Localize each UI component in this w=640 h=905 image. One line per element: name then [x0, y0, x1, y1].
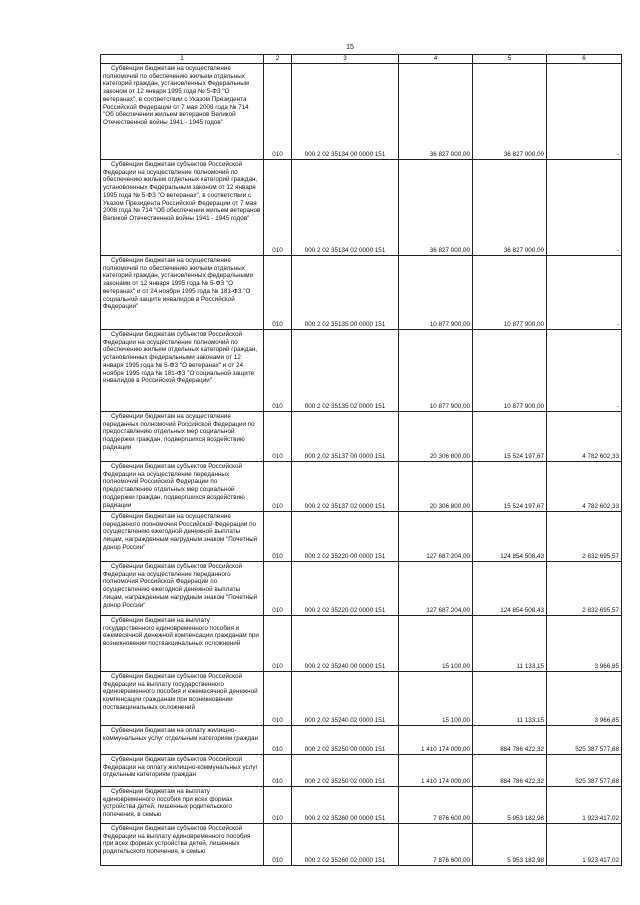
- table-row: [101, 412, 622, 462]
- row-description-text: Субвенции бюджетам на осуществление полномочий по обеспечению жильем отдельных категорий граждан, установленных федеральными законами от 12 января 1995 года № 5-ФЗ "О ветеранах" и от 24 ноября 1995 года № 181-ФЗ "О социальной защите инвалидов в Российской Федерации": [103, 257, 253, 311]
- row-description: [101, 412, 264, 462]
- row-kbk: 000 2 02 35220 02 0000 151: [292, 562, 399, 616]
- row-code: 010: [264, 824, 292, 866]
- row-plan-amount: 20 306 800,00: [399, 462, 473, 512]
- row-description-text: Субвенции бюджетам субъектов Российской Федерации на осуществление полномочий по обеспечению жильем отдельных категорий граждан, установленных федеральными законами от 12 января 1995 года № 5-ФЗ "О ветеранах" и от 24 ноября 1995 года № 181-ФЗ "О социальной защите инвалидов в Российской Федерации": [103, 331, 258, 385]
- row-remaining-amount: 2 832 695,57: [547, 562, 622, 616]
- table-row: [101, 160, 622, 256]
- row-executed-amount: 15 524 197,67: [473, 462, 547, 512]
- row-description-text: Субвенции бюджетам субъектов Российской Федерации на оплату жилищно-коммунальных услуг отдельным категориям граждан: [103, 756, 258, 779]
- table-row: [101, 256, 622, 330]
- row-description: [101, 824, 264, 866]
- row-remaining-amount: 1 923 417,02: [547, 824, 622, 866]
- row-plan-amount: 127 687 204,00: [399, 512, 473, 562]
- row-executed-amount: 124 854 508,43: [473, 562, 547, 616]
- table-row: [101, 462, 622, 512]
- row-description-text: Субвенции бюджетам субъектов Российской Федерации на осуществление переданных полномочий Российской Федерации по предоставлению отдельных мер социальной поддержки граждан, подвергшихся воздействию радиации: [103, 463, 245, 509]
- row-plan-amount: 10 877 900,00: [399, 330, 473, 412]
- row-plan-amount: 127 687 204,00: [399, 562, 473, 616]
- row-remaining-amount: 525 387 577,68: [547, 755, 622, 787]
- column-header: 6: [547, 55, 622, 64]
- table-row: [101, 824, 622, 866]
- row-description-text: Субвенции бюджетам на выплату государственного единовременного пособия и ежемесячной денежной компенсации гражданам при возникновении поствакцинальных осложнений: [103, 617, 259, 648]
- row-executed-amount: 10 877 900,00: [473, 256, 547, 330]
- row-description-text: Субвенции бюджетам субъектов Российской Федерации на выплату единовременного пособия при всех формах устройства детей, лишенных родительского попечения, в семью: [103, 825, 251, 856]
- row-kbk: 000 2 02 35135 00 0000 151: [292, 256, 399, 330]
- row-code: 010: [264, 787, 292, 824]
- row-plan-amount: 20 306 800,00: [399, 412, 473, 462]
- row-plan-amount: 15 100,00: [399, 672, 473, 726]
- table-row: [101, 562, 622, 616]
- row-plan-amount: 15 100,00: [399, 616, 473, 672]
- row-plan-amount: 1 410 174 000,00: [399, 726, 473, 755]
- row-description-text: Субвенции бюджетам субъектов Российской Федерации на осуществление полномочий по обеспечению жильем отдельных категорий граждан, установленных Федеральным законом от 12 января 1995 года № 5-ФЗ "О ветеранах", в соответствии с Указом Президента Российской Федерации от 7 мая 2008 года № 714 "Об обеспечении жильем ветеранов Великой Отечественной войны 1941 - 1945 годов": [103, 161, 261, 222]
- row-code: 010: [264, 160, 292, 256]
- row-remaining-amount: -: [547, 256, 622, 330]
- table-row: [101, 672, 622, 726]
- row-kbk: 000 2 02 35134 00 0000 151: [292, 64, 399, 160]
- row-description-text: Субвенции бюджетам на выплату единовременного пособия при всех формах устройства детей, лишенных родительского попечения, в семью: [103, 788, 233, 819]
- row-executed-amount: 5 953 182,98: [473, 787, 547, 824]
- row-description-text: Субвенции бюджетам на осуществление переданного полномочия Российской Федерации по осуществлению ежегодной денежной выплаты лицам, награжденным нагрудным знаком "Почетный донор России": [103, 513, 258, 551]
- row-remaining-amount: 2 832 695,57: [547, 512, 622, 562]
- row-executed-amount: 15 524 197,67: [473, 412, 547, 462]
- row-remaining-amount: 3 966,85: [547, 616, 622, 672]
- row-description: [101, 726, 264, 755]
- row-code: 010: [264, 726, 292, 755]
- row-executed-amount: 124 854 508,43: [473, 512, 547, 562]
- row-description: [101, 787, 264, 824]
- row-description: [101, 672, 264, 726]
- row-code: 010: [264, 616, 292, 672]
- row-remaining-amount: 4 782 602,33: [547, 462, 622, 512]
- row-description-text: Субвенции бюджетам субъектов Российской Федерации на осуществление переданного полномочия Российской Федерации по осуществлению ежегодной денежной выплаты лицам, награжденным нагрудным знаком "Почетный донор России": [103, 563, 258, 609]
- table-row: [101, 330, 622, 412]
- row-description: [101, 755, 264, 787]
- row-code: 010: [264, 755, 292, 787]
- row-description: [101, 160, 264, 256]
- row-description: [101, 512, 264, 562]
- column-header: 2: [264, 55, 292, 64]
- row-kbk: 000 2 02 35240 00 0000 151: [292, 616, 399, 672]
- row-remaining-amount: -: [547, 160, 622, 256]
- row-description: [101, 64, 264, 160]
- row-plan-amount: 10 877 900,00: [399, 256, 473, 330]
- table-row: [101, 616, 622, 672]
- page-number: 15: [346, 44, 354, 51]
- row-remaining-amount: -: [547, 64, 622, 160]
- column-header: 3: [292, 55, 399, 64]
- budget-table: [100, 54, 622, 866]
- row-kbk: 000 2 02 35137 02 0000 151: [292, 462, 399, 512]
- row-kbk: 000 2 02 35240 02 0000 151: [292, 672, 399, 726]
- table-row: [101, 787, 622, 824]
- row-code: 010: [264, 412, 292, 462]
- table-row: [101, 64, 622, 160]
- row-code: 010: [264, 672, 292, 726]
- row-plan-amount: 36 827 000,00: [399, 160, 473, 256]
- row-code: 010: [264, 64, 292, 160]
- row-remaining-amount: -: [547, 330, 622, 412]
- table-row: [101, 755, 622, 787]
- row-code: 010: [264, 462, 292, 512]
- row-description-text: Субвенции бюджетам на осуществление переданных полномочий Российской Федерации по предоставлению отдельных мер социальной поддержки граждан, подвергшихся воздействию радиации: [103, 413, 255, 451]
- row-remaining-amount: 1 923 417,02: [547, 787, 622, 824]
- row-kbk: 000 2 02 35260 02 0000 151: [292, 824, 399, 866]
- row-description-text: Субвенции бюджетам на осуществление полномочий по обеспечению жильем отдельных категорий граждан, установленных Федеральным законом от 12 января 1995 года № 5-ФЗ "О ветеранах", в соответствии с Указом Президента Российской Федерации от 7 мая 2008 года № 714 "Об обеспечении жильем ветеранов Великой Отечественной войны 1941 - 1945 годов": [103, 65, 250, 126]
- row-plan-amount: 7 876 600,00: [399, 787, 473, 824]
- row-code: 010: [264, 256, 292, 330]
- column-header: 4: [399, 55, 473, 64]
- row-executed-amount: 11 133,15: [473, 616, 547, 672]
- row-kbk: 000 2 02 35134 02 0000 151: [292, 160, 399, 256]
- column-header: 1: [101, 55, 264, 64]
- row-executed-amount: 5 953 182,98: [473, 824, 547, 866]
- row-remaining-amount: 525 387 577,68: [547, 726, 622, 755]
- row-remaining-amount: 4 782 602,33: [547, 412, 622, 462]
- row-kbk: 000 2 02 35220 00 0000 151: [292, 512, 399, 562]
- row-description: [101, 562, 264, 616]
- row-kbk: 000 2 02 35137 00 0000 151: [292, 412, 399, 462]
- row-executed-amount: 884 786 422,32: [473, 726, 547, 755]
- header-row: [101, 55, 622, 64]
- row-code: 010: [264, 512, 292, 562]
- row-remaining-amount: 3 966,85: [547, 672, 622, 726]
- row-executed-amount: 36 827 000,00: [473, 160, 547, 256]
- row-plan-amount: 7 876 600,00: [399, 824, 473, 866]
- row-description-text: Субвенции бюджетам субъектов Российской Федерации на выплату государственного единовременного пособия и ежемесячной денежной компенсации гражданам при возникновении поствакцинальных осложнений: [103, 673, 258, 711]
- row-code: 010: [264, 562, 292, 616]
- row-executed-amount: 10 877 900,00: [473, 330, 547, 412]
- row-kbk: 000 2 02 35250 02 0000 151: [292, 755, 399, 787]
- column-header: 5: [473, 55, 547, 64]
- row-description: [101, 256, 264, 330]
- row-executed-amount: 36 827 000,00: [473, 64, 547, 160]
- table-row: [101, 726, 622, 755]
- row-description: [101, 616, 264, 672]
- table-row: [101, 512, 622, 562]
- row-code: 010: [264, 330, 292, 412]
- row-executed-amount: 884 786 422,32: [473, 755, 547, 787]
- row-executed-amount: 11 133,15: [473, 672, 547, 726]
- row-description: [101, 462, 264, 512]
- row-kbk: 000 2 02 35260 00 0000 151: [292, 787, 399, 824]
- row-plan-amount: 36 827 000,00: [399, 64, 473, 160]
- row-kbk: 000 2 02 35135 02 0000 151: [292, 330, 399, 412]
- row-description: [101, 330, 264, 412]
- row-kbk: 000 2 02 35250 00 0000 151: [292, 726, 399, 755]
- row-plan-amount: 1 410 174 000,00: [399, 755, 473, 787]
- row-description-text: Субвенции бюджетам на оплату жилищно-коммунальных услуг отдельным категориям граждан: [103, 727, 259, 742]
